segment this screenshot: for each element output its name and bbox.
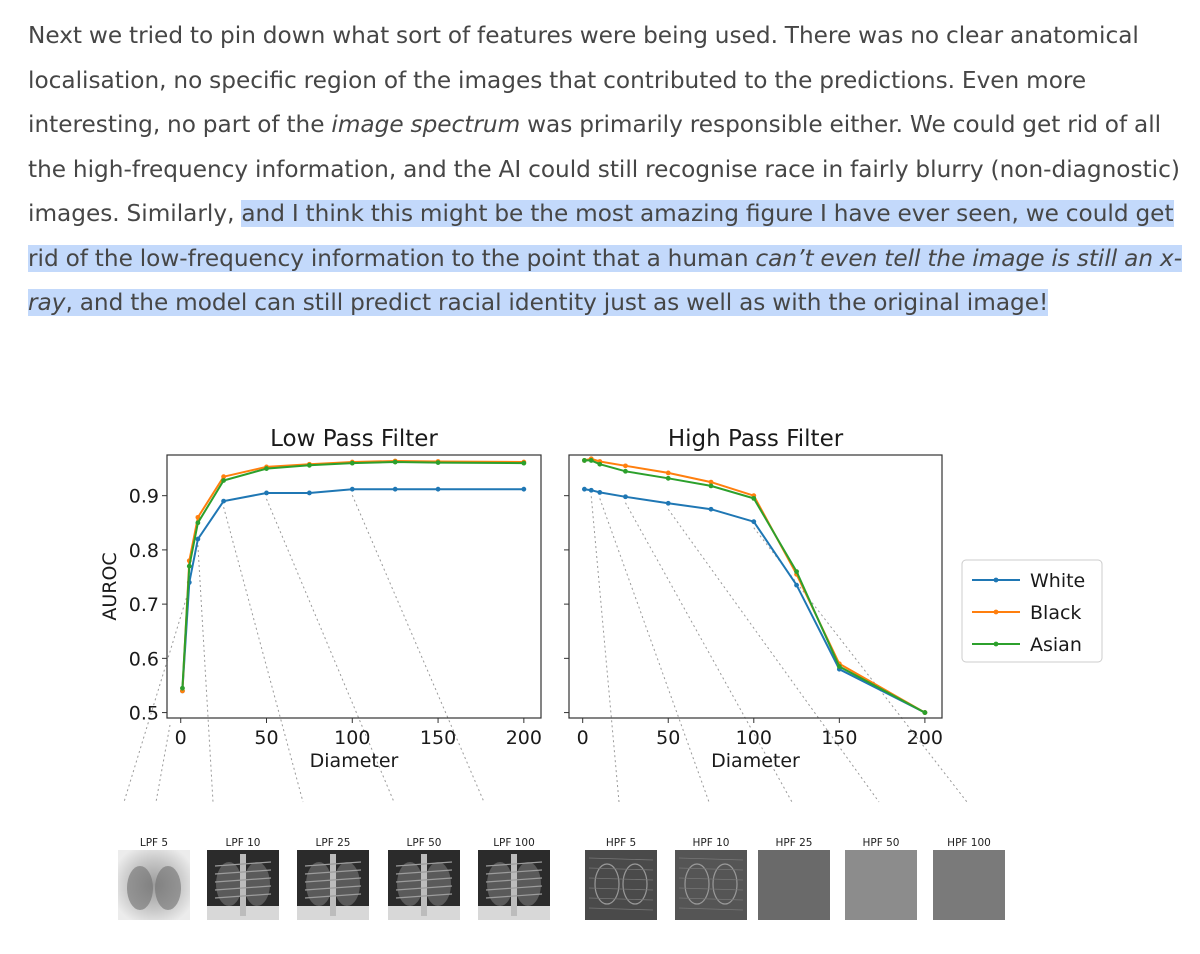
thumbnail-label: HPF 25 bbox=[775, 837, 813, 849]
data-point bbox=[221, 478, 226, 483]
x-tick-label: 200 bbox=[505, 727, 542, 749]
y-tick-label: 0.9 bbox=[128, 485, 159, 508]
data-point bbox=[794, 583, 799, 588]
x-tick-label: 150 bbox=[419, 727, 457, 749]
legend-marker bbox=[994, 610, 999, 615]
data-point bbox=[666, 470, 671, 475]
lung-shape bbox=[244, 862, 270, 906]
lung-shape bbox=[127, 866, 153, 910]
lpf-thumbnail bbox=[388, 837, 460, 920]
x-tick-label: 50 bbox=[254, 727, 279, 749]
legend-label: Asian bbox=[1030, 634, 1082, 656]
data-point bbox=[195, 520, 200, 525]
lpf-thumbnail bbox=[207, 837, 279, 920]
data-point bbox=[709, 484, 714, 489]
legend bbox=[962, 560, 1102, 662]
y-tick-label: 0.6 bbox=[128, 648, 159, 671]
data-point bbox=[264, 491, 269, 496]
hpf-thumbnail bbox=[675, 837, 747, 920]
article-body bbox=[28, 14, 1188, 326]
data-point bbox=[709, 507, 714, 512]
thumbnail-label: HPF 10 bbox=[692, 837, 730, 849]
thumbnail-label: HPF 5 bbox=[605, 837, 637, 849]
series-line-black bbox=[182, 461, 523, 691]
data-point bbox=[521, 487, 526, 492]
data-point bbox=[393, 487, 398, 492]
thumbnail-label: HPF 50 bbox=[862, 837, 900, 849]
hpf-image bbox=[845, 850, 917, 920]
data-point bbox=[597, 490, 602, 495]
highlighted-text: and I think this might be the most amazing figure I have ever seen, we could get rid of the low-frequency information to the point that a human bbox=[28, 200, 1174, 272]
y-tick-label: 0.8 bbox=[128, 539, 159, 562]
data-point bbox=[589, 488, 594, 493]
hpf-thumbnail bbox=[933, 837, 1005, 920]
x-axis-label: Diameter bbox=[711, 750, 800, 772]
data-point bbox=[307, 491, 312, 496]
legend-label: White bbox=[1030, 570, 1086, 592]
data-point bbox=[436, 460, 441, 465]
data-point bbox=[922, 710, 927, 715]
data-point bbox=[837, 664, 842, 669]
data-point bbox=[180, 686, 185, 691]
data-point bbox=[436, 487, 441, 492]
data-point bbox=[187, 564, 192, 569]
data-point bbox=[597, 462, 602, 467]
y-tick-label: 0.5 bbox=[128, 702, 159, 725]
paragraph-emphasis: image spectrum bbox=[331, 111, 521, 138]
data-point bbox=[623, 463, 628, 468]
lpf-thumbnail bbox=[118, 837, 190, 920]
x-tick-label: 0 bbox=[174, 727, 187, 749]
data-point bbox=[221, 499, 226, 504]
guide-line bbox=[224, 507, 303, 802]
hpf-thumbnail bbox=[758, 837, 830, 920]
auroc-figure bbox=[90, 400, 1120, 945]
x-tick-label: 150 bbox=[821, 727, 858, 749]
thumbnail-strip bbox=[118, 837, 1005, 920]
y-tick-label: 0.7 bbox=[128, 594, 159, 617]
chart-title: High Pass Filter bbox=[667, 426, 844, 452]
thumbnail-label: LPF 10 bbox=[225, 837, 261, 849]
hpf-image bbox=[933, 850, 1005, 920]
data-point bbox=[582, 458, 587, 463]
x-axis-label: Diameter bbox=[309, 750, 399, 772]
data-point bbox=[307, 463, 312, 468]
hpf-thumbnail bbox=[845, 837, 917, 920]
x-tick-label: 200 bbox=[906, 727, 944, 749]
paragraph-text: Next we tried to pin down what sort of features were being used. There was no clear anatomical localisation, no specific region of the images that contributed to the predictions. Even more interesting, no part of the bbox=[28, 22, 1139, 138]
x-tick-label: 100 bbox=[735, 727, 772, 749]
article-paragraph bbox=[28, 14, 1188, 326]
data-point bbox=[666, 476, 671, 481]
hpf-thumbnail bbox=[585, 837, 657, 920]
data-point bbox=[195, 537, 200, 542]
thumbnail-label: HPF 100 bbox=[947, 837, 991, 849]
chart-title: Low Pass Filter bbox=[270, 426, 438, 452]
data-point bbox=[393, 460, 398, 465]
lpf-thumbnail bbox=[478, 837, 550, 920]
x-tick-label: 0 bbox=[576, 727, 589, 749]
data-point bbox=[582, 487, 587, 492]
x-tick-label: 50 bbox=[656, 727, 681, 749]
guide-lines bbox=[124, 495, 967, 802]
charts bbox=[99, 426, 943, 772]
hpf-image bbox=[758, 850, 830, 920]
lung-shape bbox=[155, 866, 181, 910]
guide-line bbox=[591, 496, 619, 802]
highlighted-emphasis: can’t even tell the image is still an x-ray bbox=[28, 244, 1182, 316]
data-point bbox=[589, 458, 594, 463]
thumbnail-label: LPF 100 bbox=[493, 837, 535, 849]
thumbnail-label: LPF 5 bbox=[139, 837, 169, 849]
lung-shape bbox=[216, 862, 242, 906]
legend-label: Black bbox=[1030, 602, 1082, 624]
chart-high-pass bbox=[564, 426, 943, 772]
data-point bbox=[350, 487, 355, 492]
paragraph-text: was primarily responsible either. We could get rid of all the high-frequency information, and the AI could still recognise race in fairly blurry (non-diagnostic) images. Similarly, bbox=[28, 111, 1180, 227]
highlighted-text: , and the model can still predict racial identity just as well as with the original image! bbox=[65, 289, 1049, 316]
y-axis-label: AUROC bbox=[99, 552, 121, 621]
guide-line bbox=[156, 725, 170, 802]
x-tick-label: 100 bbox=[334, 727, 371, 749]
data-point bbox=[521, 461, 526, 466]
lung-shape bbox=[306, 862, 332, 906]
data-point bbox=[623, 469, 628, 474]
guide-line bbox=[600, 498, 709, 802]
lung-shape bbox=[334, 862, 360, 906]
data-point bbox=[666, 501, 671, 506]
lung-shape bbox=[397, 862, 423, 906]
guide-line bbox=[124, 588, 189, 802]
series-line-white bbox=[182, 489, 523, 691]
lung-shape bbox=[515, 862, 541, 906]
legend-marker bbox=[994, 642, 999, 647]
guide-line bbox=[198, 545, 213, 802]
figure bbox=[90, 400, 1120, 949]
data-point bbox=[794, 569, 799, 574]
lung-shape bbox=[425, 862, 451, 906]
data-point bbox=[751, 496, 756, 501]
legend-marker bbox=[994, 578, 999, 583]
data-point bbox=[350, 461, 355, 466]
data-point bbox=[264, 466, 269, 471]
thumbnail-label: LPF 25 bbox=[315, 837, 351, 849]
lpf-thumbnail bbox=[297, 837, 369, 920]
plot-frame bbox=[167, 455, 541, 718]
chart-low-pass bbox=[99, 426, 542, 772]
data-point bbox=[751, 519, 756, 524]
lung-shape bbox=[487, 862, 513, 906]
thumbnail-label: LPF 50 bbox=[406, 837, 442, 849]
data-point bbox=[623, 494, 628, 499]
